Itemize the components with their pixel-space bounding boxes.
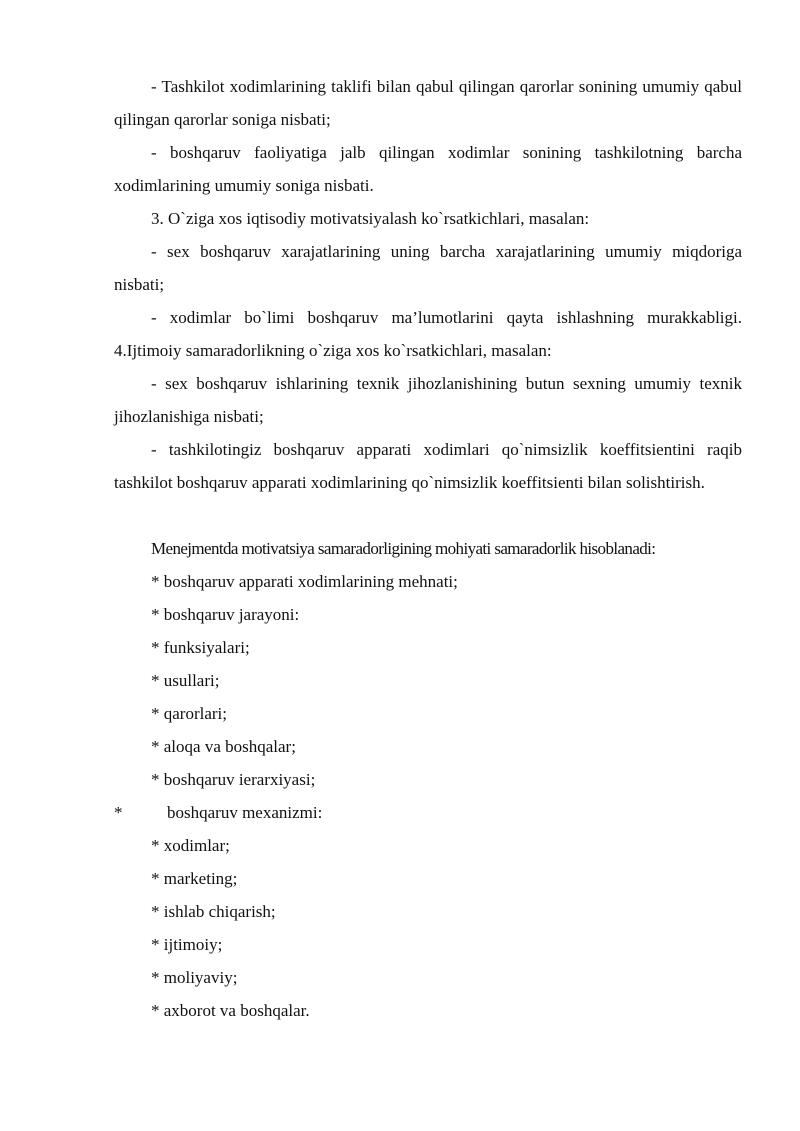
paragraph-social-indicators-heading: 4.Ijtimoiy samaradorlikning o`ziga xos ko`rsatkichlari, masalan: bbox=[114, 341, 552, 360]
list-item: * aloqa va boshqalar; bbox=[151, 737, 296, 756]
list-bullet: * bbox=[114, 803, 123, 822]
list-item: * xodimlar; bbox=[151, 836, 230, 855]
paragraph-technical-equipment-ratio: - sex boshqaruv ishlarining texnik jihozlanishining butun sexning umumiy texnik jihozlanishiga nisbati; bbox=[114, 374, 742, 426]
paragraph-decisions-ratio: - Tashkilot xodimlarining taklifi bilan qabul qilingan qarorlar sonining umumiy qabul qilingan qarorlar soniga nisbati; bbox=[114, 77, 742, 129]
list-item: * boshqaruv jarayoni: bbox=[151, 605, 300, 624]
paragraph-involved-staff-ratio: - boshqaruv faoliyatiga jalb qilingan xodimlar sonining tashkilotning barcha xodimlarining umumiy soniga nisbati. bbox=[114, 143, 742, 195]
paragraph-economic-indicators-heading: 3. O`ziga xos iqtisodiy motivatsiyalash ko`rsatkichlari, masalan: bbox=[151, 209, 590, 228]
paragraph-motivation-efficiency-essence: Menejmentda motivatsiya samaradorligining mohiyati samaradorlik hisoblanadi: bbox=[151, 539, 656, 558]
paragraph-hr-data-complexity: - xodimlar bo`limi boshqaruv ma’lumotlarini qayta ishlashning murakkabligi. bbox=[151, 308, 742, 327]
list-item: * boshqaruv ierarxiyasi; bbox=[151, 770, 316, 789]
list-item: * ishlab chiqarish; bbox=[151, 902, 276, 921]
list-item: * marketing; bbox=[151, 869, 238, 888]
list-item: * usullari; bbox=[151, 671, 220, 690]
list-item: * boshqaruv apparati xodimlarining mehnati; bbox=[151, 572, 458, 591]
list-item: * qarorlari; bbox=[151, 704, 227, 723]
list-item: * axborot va boshqalar. bbox=[151, 1001, 310, 1020]
list-item: * funksiyalari; bbox=[151, 638, 250, 657]
paragraph-turnover-comparison: - tashkilotingiz boshqaruv apparati xodimlari qo`nimsizlik koeffitsientini raqib tashkilot boshqaruv apparati xodimlarining qo`nimsizlik koeffitsienti bilan solishtirish. bbox=[114, 440, 742, 492]
paragraph-workshop-costs-ratio: - sex boshqaruv xarajatlarining uning barcha xarajatlarining umumiy miqdoriga nisbati; bbox=[114, 242, 742, 294]
list-item: * moliyaviy; bbox=[151, 968, 238, 987]
list-item: * ijtimoiy; bbox=[151, 935, 223, 954]
list-item-mechanism: boshqaruv mexanizmi: bbox=[167, 803, 323, 822]
